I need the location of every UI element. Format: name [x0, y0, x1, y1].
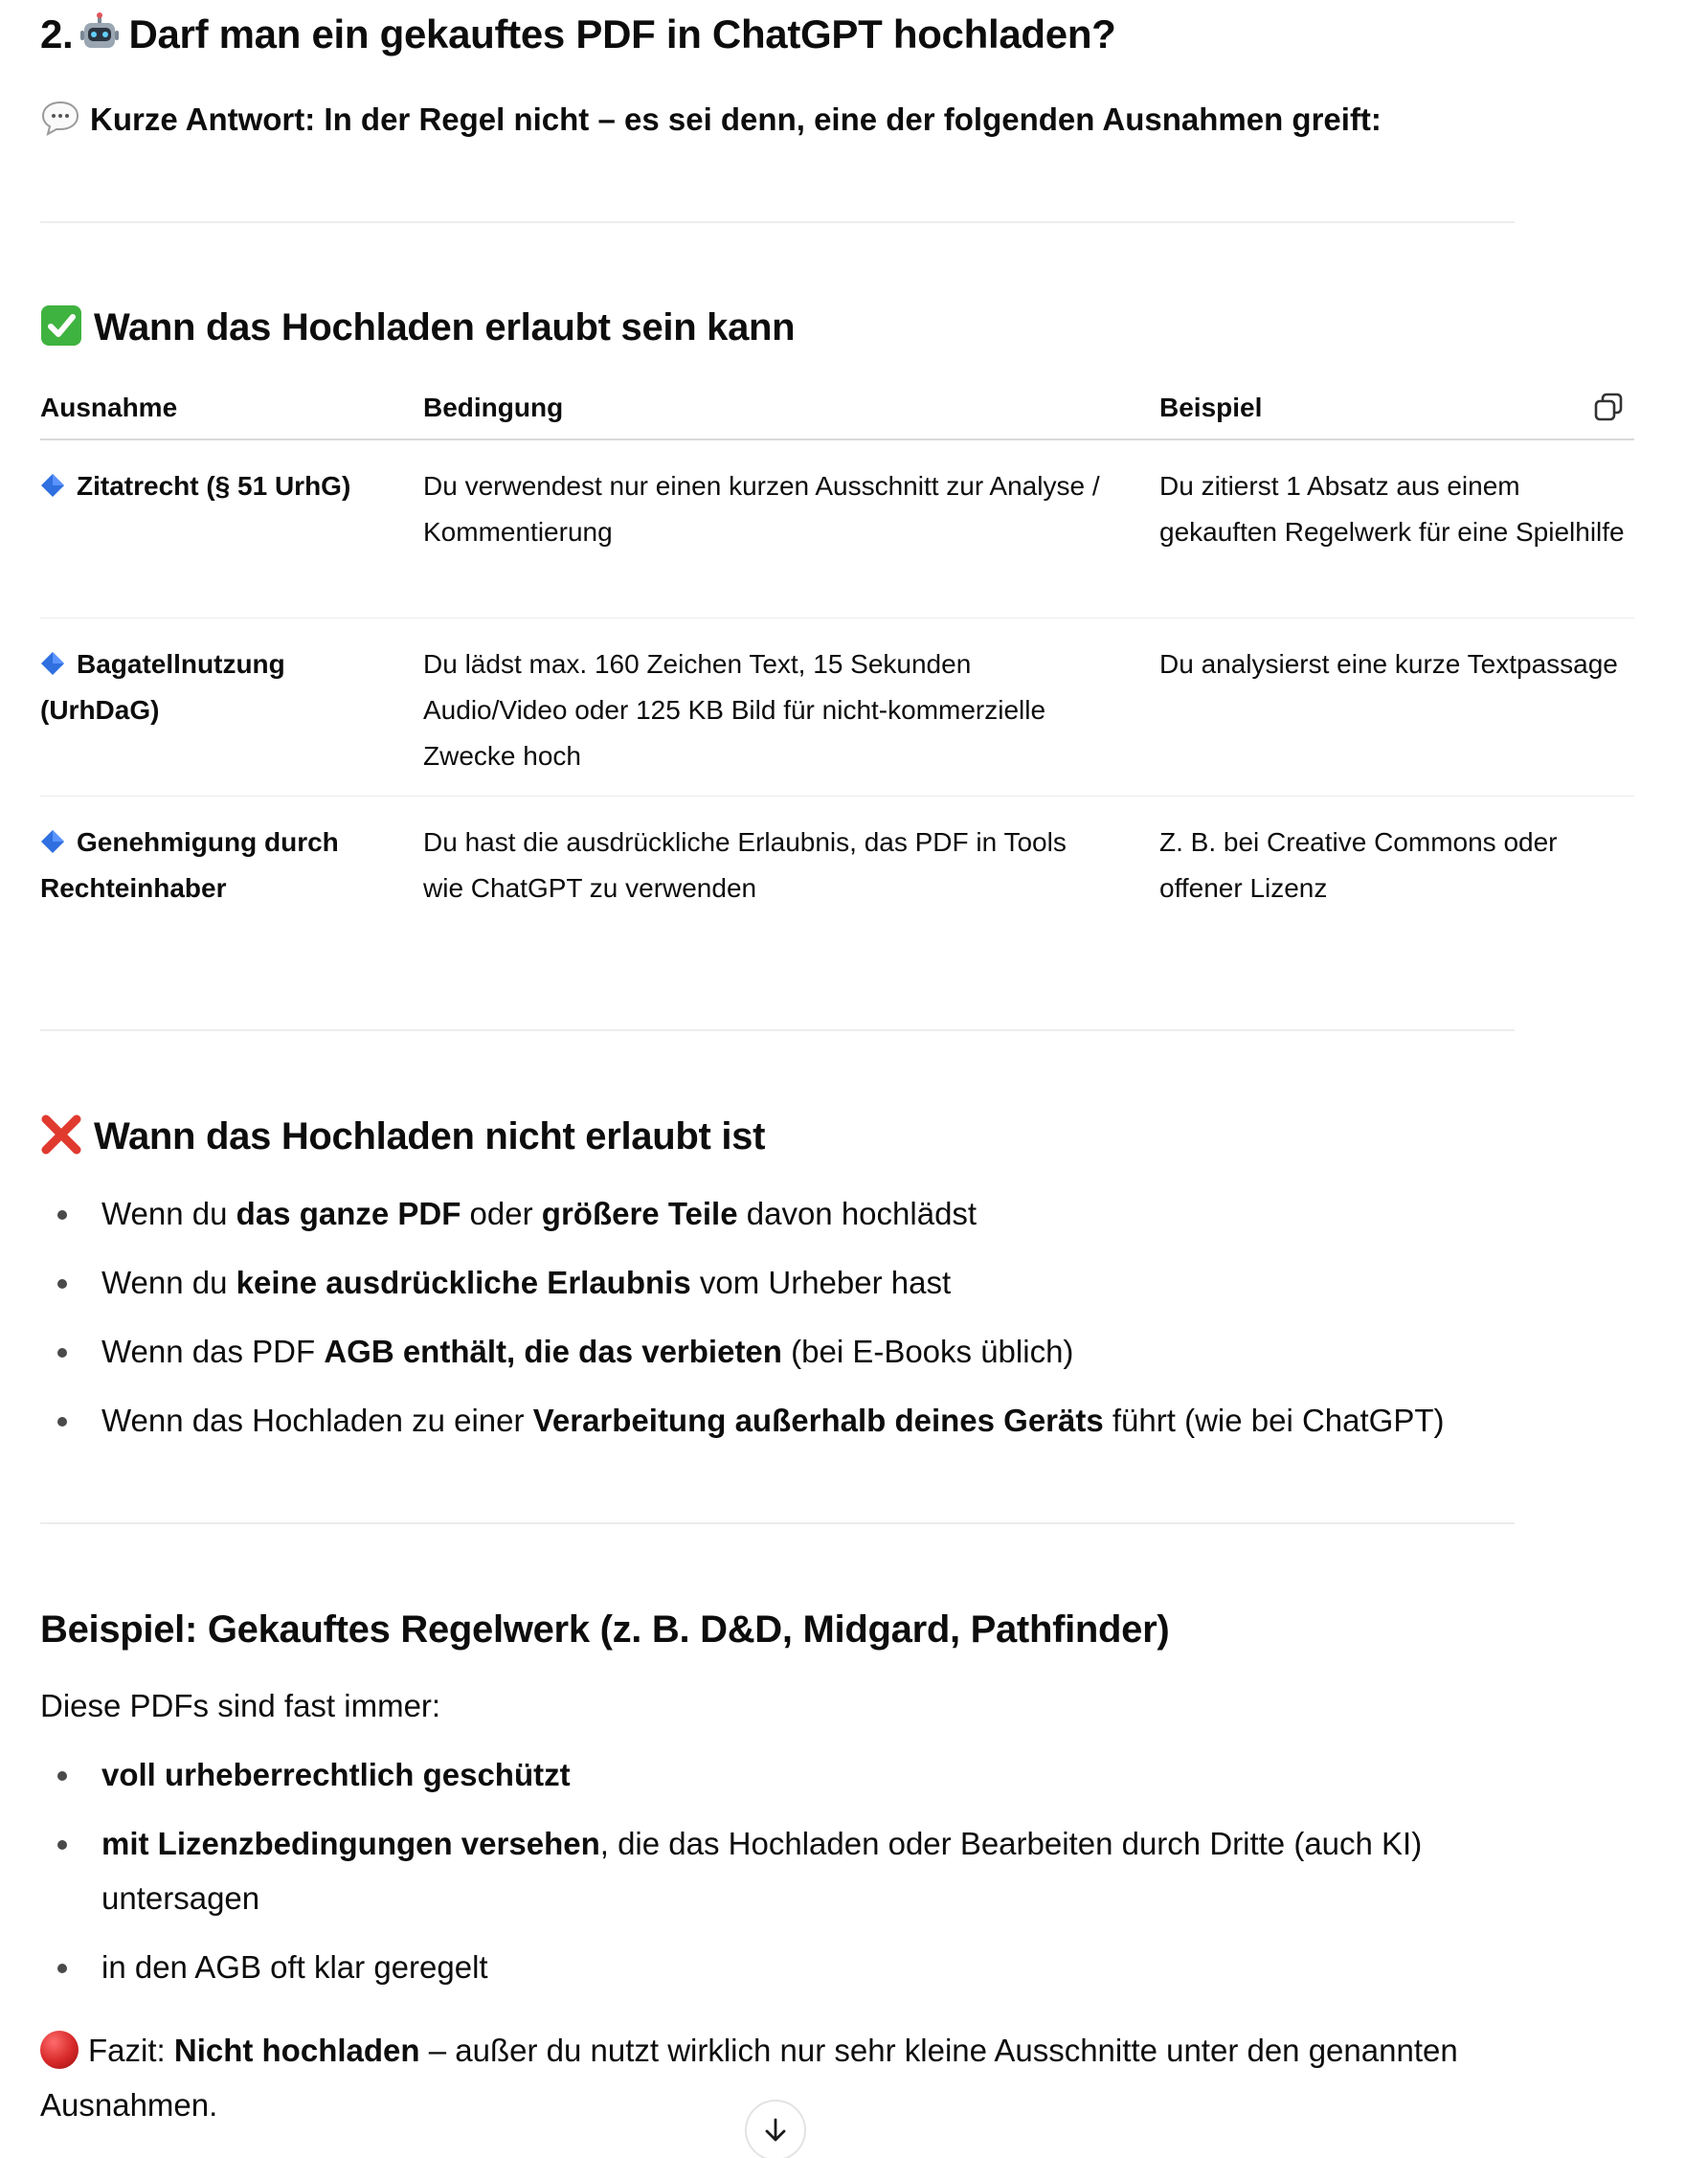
list-item: Wenn du das ganze PDF oder größere Teile davon hochlädst — [40, 1186, 1572, 1241]
check-mark-icon — [40, 304, 82, 347]
exceptions-table — [40, 383, 1634, 940]
list-item: Wenn das Hochladen zu einer Verarbeitung außerhalb deines Geräts führt (wie bei ChatGPT) — [40, 1393, 1572, 1448]
conclusion: Fazit: Nicht hochladen – außer du nutzt wirklich nur sehr kleine Ausschnitte unter den genannten Ausnahmen. — [40, 2033, 1458, 2123]
allowed-heading — [40, 304, 795, 349]
list-item: voll urheberrechtlich geschützt — [40, 1747, 1515, 1802]
list-item: mit Lizenzbedingungen versehen, die das Hochladen oder Bearbeiten durch Dritte (auch KI) untersagen — [40, 1816, 1515, 1925]
list-item: in den AGB oft klar geregelt — [40, 1940, 1515, 1994]
example-heading: Beispiel: Gekauftes Regelwerk (z. B. D&D, Midgard, Pathfinder) — [40, 1608, 1170, 1651]
example-list — [40, 1747, 1515, 2009]
column-header-bedingung: Bedingung — [423, 393, 564, 422]
cell-beispiel: Z. B. bei Creative Commons oder offener Lizenz — [1159, 827, 1558, 903]
blue-diamond-icon — [40, 473, 65, 498]
table-header — [40, 383, 1634, 440]
red-circle-icon — [40, 2031, 79, 2069]
table-row — [40, 797, 1634, 940]
column-header-ausnahme: Ausnahme — [40, 393, 178, 422]
table-row — [40, 440, 1634, 618]
table-row — [40, 618, 1634, 797]
divider — [40, 1522, 1515, 1524]
robot-icon — [79, 11, 121, 54]
heading-number: 2. — [40, 11, 74, 56]
cell-bedingung: Du verwendest nur einen kurzen Ausschnitt zur Analyse / Kommentierung — [423, 471, 1100, 547]
cell-ausnahme: Bagatellnutzung (UrhDaG) — [40, 649, 285, 725]
cross-mark-icon — [40, 1113, 82, 1156]
cell-beispiel: Du zitierst 1 Absatz aus einem gekauften Regelwerk für eine Spielhilfe — [1159, 471, 1625, 547]
cell-bedingung: Du hast die ausdrückliche Erlaubnis, das PDF in Tools wie ChatGPT zu verwenden — [423, 827, 1067, 903]
scroll-to-bottom-button[interactable] — [745, 2100, 806, 2158]
not-allowed-list — [40, 1186, 1572, 1462]
list-item: Wenn das PDF AGB enthält, die das verbieten (bei E-Books üblich) — [40, 1324, 1572, 1379]
cell-bedingung: Du lädst max. 160 Zeichen Text, 15 Sekunden Audio/Video oder 125 KB Bild für nicht-kommerzielle Zwecke hoch — [423, 649, 1046, 771]
short-answer-text: Kurze Antwort: In der Regel nicht – es sei denn, eine der folgenden Ausnahmen greift: — [90, 101, 1382, 137]
blue-diamond-icon — [40, 651, 65, 676]
example-intro: Diese PDFs sind fast immer: — [40, 1688, 441, 1723]
cell-beispiel: Du analysierst eine kurze Textpassage — [1159, 649, 1618, 679]
column-header-beispiel: Beispiel — [1159, 393, 1263, 422]
not-allowed-heading — [40, 1113, 765, 1158]
copy-icon[interactable] — [1592, 391, 1625, 423]
blue-diamond-icon — [40, 829, 65, 854]
allowed-heading-text: Wann das Hochladen erlaubt sein kann — [94, 306, 796, 348]
section-heading — [40, 11, 1116, 57]
divider — [40, 221, 1515, 223]
cell-ausnahme: Zitatrecht (§ 51 UrhG) — [40, 463, 366, 509]
speech-bubble-icon — [40, 100, 80, 138]
list-item: Wenn du keine ausdrückliche Erlaubnis vom Urheber hast — [40, 1255, 1572, 1310]
heading-text: Darf man ein gekauftes PDF in ChatGPT hochladen? — [128, 11, 1116, 56]
divider — [40, 1029, 1515, 1031]
short-answer — [40, 100, 1382, 138]
cell-ausnahme: Genehmigung durch Rechteinhaber — [40, 827, 339, 903]
arrow-down-icon — [761, 2116, 790, 2145]
not-allowed-heading-text: Wann das Hochladen nicht erlaubt ist — [94, 1115, 766, 1158]
